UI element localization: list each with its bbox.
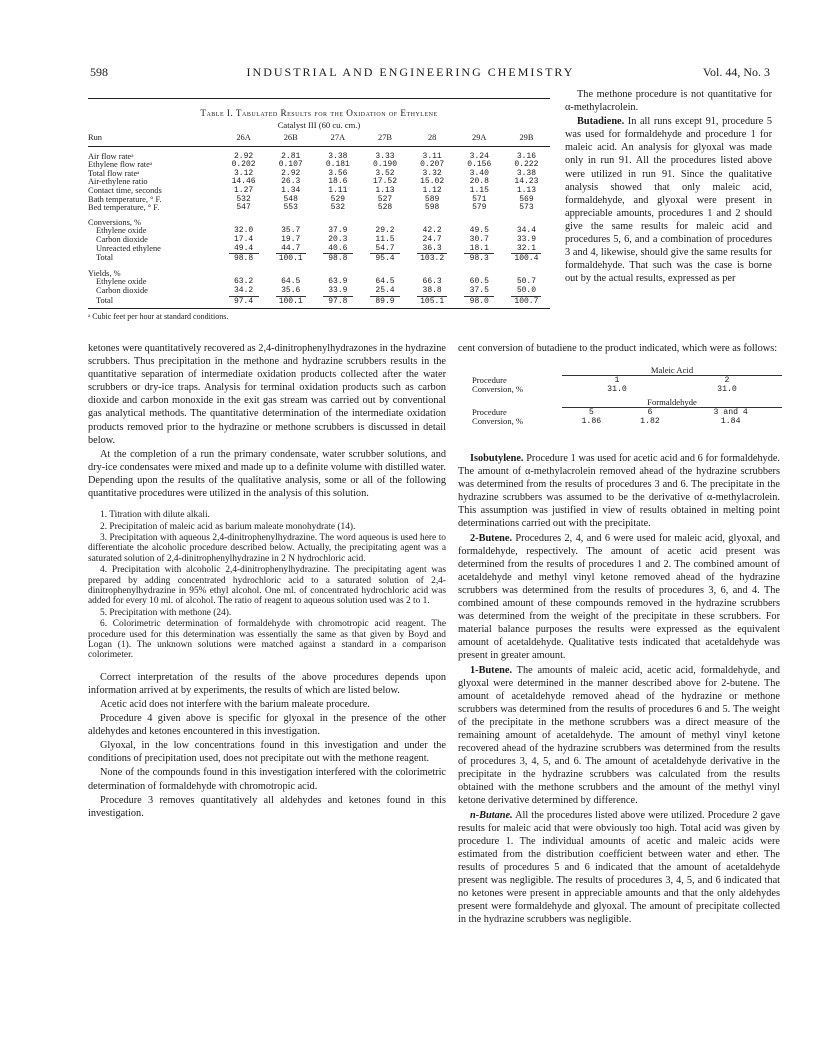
total-row xyxy=(88,253,550,264)
journal-title: INDUSTRIAL AND ENGINEERING CHEMISTRY xyxy=(246,65,575,79)
cell-value: 532 xyxy=(330,203,346,213)
cell-value xyxy=(314,296,361,307)
conversion-value: 31.0 xyxy=(717,385,737,394)
cell-value: 29.2 xyxy=(375,226,395,236)
procedure-tables xyxy=(472,366,782,426)
cell-value: 0.190 xyxy=(372,160,397,170)
cell-value: 40.6 xyxy=(328,243,348,253)
table-header-row xyxy=(88,132,550,146)
cell-value xyxy=(456,253,503,264)
cell-value: 553 xyxy=(283,203,298,213)
formaldehyde-group-head: Formaldehyde xyxy=(562,398,782,408)
cell-value: 3.38 xyxy=(516,168,537,178)
cell-value xyxy=(409,296,456,307)
cell-value: 532 xyxy=(236,194,251,204)
cell-value: 3.11 xyxy=(422,151,442,161)
cell-value: 2.92 xyxy=(233,151,254,161)
cell-value: 3.56 xyxy=(328,168,348,178)
cell-value: 1.27 xyxy=(233,185,254,195)
table-bottom-rule xyxy=(88,308,550,309)
table-row xyxy=(88,204,550,213)
run-col: 29A xyxy=(456,132,503,146)
run-col: 29B xyxy=(503,132,550,146)
cell-value: 0.222 xyxy=(514,160,539,170)
cell-value: 60.5 xyxy=(469,277,489,287)
left-column xyxy=(88,342,446,820)
cell-value: 15.02 xyxy=(420,177,445,187)
total-value: 98.8 xyxy=(323,253,353,264)
cell-value: 3.24 xyxy=(469,151,489,161)
paragraph-text: Procedures 2, 4, and 6 were used for maleic acid, glyoxal, and formaldehyde, respectively. The amount of acetic acid present was determined from the results of procedures 1 and 2. The combined amount of acetaldehyde and methyl vinyl ketone removed ahead of the hydrazine scrubbers was determined from the results of procedures 3, 6, and 4. The combined amount of these compounds removed in the hydrazine scrubbers was determined from the weight of the precipitate in these scrubbers. For material balance purposes the results were expressed as the equivalent amount of acetaldehyde. Qualitative tests indicated that acetaldehyde was present in greater amount. xyxy=(458,532,780,662)
procedure-number: 6 xyxy=(647,408,653,417)
paragraph: Acetic acid does not interfere with the barium maleate procedure. xyxy=(100,699,370,710)
paragraph: At the completion of a run the primary condensate, water scrubber solutions, and dry-ice condensates were mixed and made up to a definite volume with distilled water. Depending upon the results of the qualitative analysis, some or all of the following quantitative procedures were utilized in the analysis of this solution. xyxy=(88,448,446,500)
cell-value xyxy=(503,253,550,264)
right-intro xyxy=(458,342,780,355)
cell-value: 66.3 xyxy=(422,277,442,287)
cell-value: 18.6 xyxy=(328,177,348,187)
paragraph: Glyoxal, in the low concentrations found in this investigation and under the conditions of precipitation used, does not precipitate out with the methone reagent. xyxy=(88,740,446,765)
conversion-value: 31.0 xyxy=(607,385,627,394)
total-value: 98.0 xyxy=(464,296,494,307)
cell-value: 1.34 xyxy=(281,185,301,195)
cell-value: 11.5 xyxy=(375,234,395,244)
cell-value: 1.11 xyxy=(328,185,348,195)
row-label: Contact time, seconds xyxy=(88,185,162,195)
cell-value: 579 xyxy=(472,203,487,213)
procedure-label: Procedure xyxy=(472,406,507,417)
cell-value: 44.7 xyxy=(281,243,301,253)
volume-info: Vol. 44, No. 3 xyxy=(702,65,770,79)
cell-value: 589 xyxy=(424,194,440,204)
table-footnote: ᵃ Cubic feet per hour at standard conditions. xyxy=(88,312,229,322)
cell-value: 1.13 xyxy=(516,185,537,195)
cell-value: 33.9 xyxy=(516,234,537,244)
cell-value: 37.5 xyxy=(469,285,489,295)
run-col: 27B xyxy=(361,132,408,146)
row-label: Ethylene oxide xyxy=(96,277,147,287)
cell-value: 34.2 xyxy=(233,285,254,295)
cell-value: 528 xyxy=(377,203,393,213)
conversion-label: Conversion, % xyxy=(472,416,524,426)
cell-value xyxy=(503,296,550,307)
cell-value: 573 xyxy=(519,203,534,213)
row-label: Carbon dioxide xyxy=(96,234,148,244)
cell-value: 0.181 xyxy=(325,160,350,170)
list-item: 1. Titration with dilute alkali. xyxy=(100,510,210,521)
row-label: Total xyxy=(96,253,114,263)
cell-value: 1.13 xyxy=(375,185,395,195)
total-value: 95.4 xyxy=(370,253,400,264)
cell-value: 49.4 xyxy=(233,243,254,253)
row-label: Ethylene oxide xyxy=(96,226,147,236)
row-label: Carbon dioxide xyxy=(96,285,148,295)
cell-value: 3.12 xyxy=(233,168,254,178)
cell-value: 35.6 xyxy=(281,285,301,295)
cell-value: 20.8 xyxy=(469,177,489,187)
paragraph-text: All the procedures listed above were utilized. Procedure 2 gave results for maleic acid that were obviously too high. Total acid was given by procedure 1. The individual amounts of acetic and maleic acids were estimated from the distribution coefficient between water and ether. The results of procedures 5 and 6 indicated that the amount of acetaldehyde present was negligible. The results of procedures 3, 4, 5, and 6 indicated that no ketones were present in appreciable amounts and that the only aldehydes present were formaldehyde and glyoxal. The amount of precipitate collected in the hydrazine scrubbers was negligible. xyxy=(458,809,780,926)
paragraph xyxy=(458,452,780,531)
paragraph xyxy=(458,664,780,808)
section-head-1-butene: 1-Butene. xyxy=(470,664,513,676)
total-row xyxy=(88,296,550,307)
table-top-rule xyxy=(88,98,550,99)
cell-value: 0.202 xyxy=(231,160,256,170)
row-label: Bath temperature, ° F. xyxy=(88,194,162,204)
cell-value: 0.156 xyxy=(467,160,492,170)
cell-value: 49.5 xyxy=(469,226,489,236)
run-col: 27A xyxy=(314,132,361,146)
cell-value: 527 xyxy=(377,194,393,204)
cell-value: 38.8 xyxy=(422,285,442,295)
cell-value: 50.0 xyxy=(516,285,537,295)
cell-value: 18.1 xyxy=(469,243,489,253)
paragraph: The methone procedure is not quantitative for α-methylacrolein. xyxy=(565,89,772,114)
maleic-table xyxy=(472,366,782,394)
section-head-2-butene: 2-Butene. xyxy=(470,532,513,544)
paragraph: None of the compounds found in this investigation interfered with the colorimetric determination of formaldehyde with chromotropic acid. xyxy=(88,767,446,792)
cell-value xyxy=(361,253,408,264)
cell-value: 35.7 xyxy=(281,226,301,236)
list-item: 4. Precipitation with alcoholic 2,4-dinitrophenylhydrazine. The precipitating agent was prepared by adding concentrated hydrochloric acid to a saturated solution of 2,4-dinitrophenylhydrazine in 95% ethyl alcohol. One ml. of concentrated hydrochloric acid was added for every 10 ml. of alcohol. The ratio of reagent to aqueous solution used was 2 to 1. xyxy=(88,565,446,607)
section-head-n-butane: n-Butane. xyxy=(470,809,513,821)
conversion-label: Conversion, % xyxy=(472,384,524,394)
total-value: 105.1 xyxy=(417,296,447,307)
cell-value: 20.3 xyxy=(328,234,348,244)
cell-value: 1.15 xyxy=(469,185,489,195)
table-1 xyxy=(88,98,550,322)
cell-value xyxy=(267,253,314,264)
section-head-butadiene: Butadiene. xyxy=(577,116,625,128)
list-item: 5. Precipitation with methone (24). xyxy=(100,607,232,618)
cell-value: 33.9 xyxy=(328,285,348,295)
maleic-group-head: Maleic Acid xyxy=(562,366,782,376)
paragraph xyxy=(565,115,772,285)
cell-value: 24.7 xyxy=(422,234,442,244)
right-column xyxy=(458,452,780,926)
cell-value: 32.1 xyxy=(516,243,537,253)
section-head-isobutylene: Isobutylene. xyxy=(470,453,524,464)
cell-value: 529 xyxy=(330,194,346,204)
cell-value: 0.107 xyxy=(278,160,303,170)
total-value: 100.4 xyxy=(511,253,541,264)
row-label: Total xyxy=(96,295,114,305)
paragraph-text: The amounts of maleic acid, acetic acid, formaldehyde, and glyoxal were determined in the manner described above for 2-butene. The amount of acetaldehyde removed ahead of the hydrazine or methone scrubbers was determined from the results of procedures 6 and 5. The weight of the precipitate in the methone scrubbers was a direct measure of the remaining amount of acetaldehyde. The amount of methyl vinyl ketone recovered ahead of the hydrazine scrubbers was determined from the results of procedures 3, 4, 5, and 6. The amount of acetaldehyde derivative in the precipitate in the hydrazine scrubbers was calculated from the results obtained with the methone scrubbers and the amount of the methyl vinyl ketone derivative determined by difference. xyxy=(458,664,780,807)
cell-value: 34.4 xyxy=(516,226,537,236)
cell-value: 26.3 xyxy=(281,177,301,187)
procedure-number: 2 xyxy=(724,376,730,385)
cell-value: 2.92 xyxy=(281,168,301,178)
procedure-number: 5 xyxy=(588,408,594,417)
cell-value xyxy=(456,296,503,307)
row-label: Ethylene flow rateᵃ xyxy=(88,160,153,170)
total-value: 100.7 xyxy=(511,296,541,307)
cell-value: 30.7 xyxy=(469,234,489,244)
cell-value: 3.32 xyxy=(422,168,442,178)
cell-value xyxy=(220,253,267,264)
cell-value xyxy=(314,253,361,264)
cell-value: 42.2 xyxy=(422,226,442,236)
row-label: Yields, % xyxy=(88,268,121,278)
cell-value: 3.16 xyxy=(516,151,537,161)
list-item: 2. Precipitation of maleic acid as barium maleate monohydrate (14). xyxy=(100,521,356,532)
list-item: 3. Precipitation with aqueous 2,4-dinitrophenylhydrazine. The word aqueous is used here to differentiate the alcoholic procedure described below. Actually, the precipitating agent was a saturated solution of 2,4-dinitrophenylhydrazine in 2 N hydrochloric acid. xyxy=(88,532,446,564)
list-item: 6. Colorimetric determination of formaldehyde with chromotropic acid reagent. The procedure used for this determination was essentially the same as that given by Boyd and Logan (1). The unknown solutions were matched against a standard in a comparison colorimeter. xyxy=(88,619,446,661)
procedure-number: 1 xyxy=(614,376,620,385)
run-label: Run xyxy=(88,132,220,146)
run-col: 26A xyxy=(220,132,267,146)
conversion-value: 1.84 xyxy=(720,417,741,426)
total-value: 98.3 xyxy=(464,253,494,264)
cell-value: 3.40 xyxy=(469,168,489,178)
procedure-list xyxy=(88,510,446,661)
cell-value: 0.207 xyxy=(420,160,445,170)
cell-value: 32.0 xyxy=(233,226,254,236)
cell-value: 63.9 xyxy=(328,277,348,287)
table-title: Table I. Tabulated Results for the Oxidation of Ethylene xyxy=(200,108,438,118)
cell-value: 548 xyxy=(283,194,298,204)
right-top-column xyxy=(565,88,772,285)
paragraph: cent conversion of butadiene to the product indicated, which were as follows: xyxy=(458,343,778,354)
row-label: Conversions, % xyxy=(88,217,142,227)
total-value: 89.9 xyxy=(370,296,400,307)
cell-value: 1.12 xyxy=(422,185,442,195)
paragraph: Correct interpretation of the results of the above procedures depends upon information arrived at by experiments, the results of which are listed below. xyxy=(88,671,446,696)
cell-value: 64.5 xyxy=(375,277,395,287)
cell-value: 598 xyxy=(424,203,440,213)
cell-value xyxy=(220,296,267,307)
row-label: Air flow rateᵃ xyxy=(88,151,134,161)
paragraph-text: In all runs except 91, procedure 5 was used for formaldehyde and procedure 1 for maleic acid. An analysis for glyoxal was made only in run 91. All the procedures listed above were utilized in run 91. Since the qualitative analysis showed that only maleic acid, formaldehyde, and glyoxal were present in appreciable amounts, procedures 1 and 2 should give the same results for maleic acid and procedures 5, 6, and a combination of procedures 3 and 4, likewise, should give the same results for formaldehyde. That such was the case is borne out by the actual results, expressed as per xyxy=(565,116,772,285)
cell-value: 64.5 xyxy=(281,277,301,287)
total-value: 97.4 xyxy=(229,296,259,307)
cell-value: 569 xyxy=(519,194,534,204)
cell-value: 50.7 xyxy=(516,277,537,287)
table-row xyxy=(88,287,550,296)
row-label: Bed temperature, ° F. xyxy=(88,203,160,213)
paragraph-text: Procedure 1 was used for acetic acid and 6 for formaldehyde. The amount of α-methylacrolein removed ahead of the hydrazine scrubbers was determined from the results of procedures 3 and 6. The precipitate in the hydrazine scrubbers was assumed to be the derivative of α-methylacrolein. This assumption was justified in view of results obtained in melting point determinations carried out with the precipitate. xyxy=(458,453,780,530)
cell-value: 3.38 xyxy=(328,151,348,161)
row-label: Unreacted ethylene xyxy=(96,243,161,253)
paragraph: ketones were quantitatively recovered as 2,4-dinitrophenylhydrazones in the hydrazine scrubbers. Thus precipitation in the methone and hydrazine scrubbers results in the quantitative separation of intermediate oxidation products collected after the water scrubbers or dry-ice traps. Analysis for terminal oxidation products such as carbon dioxide and carbon monoxide in the exit gas stream was carried out by conventional gas analytical methods. The quantitative determination of the intermediate oxidation products removed prior to the hydrazine or methone scrubbers is discussed in detail below. xyxy=(88,343,446,446)
cell-value: 17.52 xyxy=(372,177,397,187)
total-value: 100.1 xyxy=(276,296,306,307)
page-number: 598 xyxy=(90,65,108,79)
paragraph: Procedure 3 removes quantitatively all aldehydes and ketones found in this investigation. xyxy=(88,794,446,819)
total-value: 103.2 xyxy=(417,253,447,264)
procedure-number: 3 and 4 xyxy=(713,408,748,417)
cell-value: 25.4 xyxy=(375,285,395,295)
conversion-value: 1.86 xyxy=(581,417,602,426)
run-col: 26B xyxy=(267,132,314,146)
conversion-value: 1.82 xyxy=(640,417,660,426)
cell-value: 54.7 xyxy=(375,243,395,253)
cell-value xyxy=(409,253,456,264)
table-body xyxy=(88,146,550,306)
cell-value: 63.2 xyxy=(233,277,254,287)
run-col: 28 xyxy=(409,132,456,146)
total-value: 98.8 xyxy=(229,253,259,264)
cell-value: 3.52 xyxy=(375,168,395,178)
table-grid xyxy=(88,132,550,306)
cell-value: 37.9 xyxy=(328,226,348,236)
cell-value: 14.23 xyxy=(514,177,539,187)
cell-value: 571 xyxy=(472,194,487,204)
table-catalyst: Catalyst III (60 cu. cm.) xyxy=(277,120,361,131)
row-label: Total flow rateᵃ xyxy=(88,168,140,178)
cell-value: 2.81 xyxy=(281,151,301,161)
table-row xyxy=(88,245,550,254)
total-value: 97.8 xyxy=(323,296,353,307)
cell-value: 19.7 xyxy=(281,234,301,244)
paragraph xyxy=(458,532,780,663)
row-label: Air-ethylene ratio xyxy=(88,177,148,187)
cell-value: 36.3 xyxy=(422,243,442,253)
cell-value xyxy=(267,296,314,307)
total-value: 100.1 xyxy=(276,253,306,264)
formaldehyde-table xyxy=(472,398,782,426)
cell-value: 17.4 xyxy=(233,234,254,244)
cell-value: 3.33 xyxy=(375,151,395,161)
paragraph: Procedure 4 given above is specific for glyoxal in the presence of the other aldehydes and ketones encountered in this investigation. xyxy=(88,713,446,738)
paragraph xyxy=(458,809,780,927)
cell-value: 14.46 xyxy=(231,177,256,187)
cell-value xyxy=(361,296,408,307)
procedure-label: Procedure xyxy=(472,374,507,385)
cell-value: 547 xyxy=(236,203,251,213)
